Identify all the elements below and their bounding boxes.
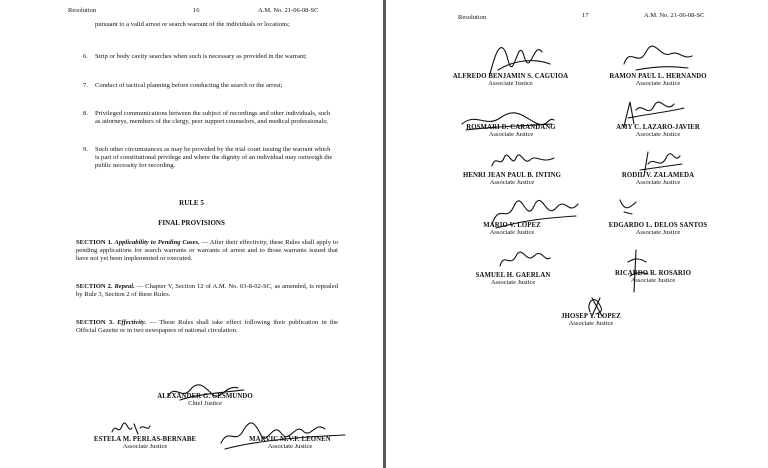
section-heading: Applicability to Pending Cases. — [114, 239, 200, 246]
signature-block — [458, 272, 568, 286]
signatory-name: EDGARDO L. DELOS SANTOS — [608, 222, 708, 229]
section-text: — Chapter V, Section 12 of A.M. No. 03-8-02-SC, as amended, is repealed by Rule 3, Section 2 of these Rules. — [76, 283, 338, 299]
signature-block — [536, 313, 646, 327]
list-item-text: Conduct of tactical planning before conducting the search or the arrest; — [95, 82, 283, 89]
page-number: 16 — [193, 7, 200, 14]
list-item-text: Such other circumstances as may be provided by the trial court issuing the warrant which is part of constitutional privilege and where the dignity of an individual may outweigh the public necessity for recording. — [95, 146, 333, 170]
signature-block — [80, 436, 210, 450]
signatory-title: Chief Justice — [188, 400, 222, 407]
section-text: — After their effectivity, these Rules shall apply to pending applications for search warrants or warrants of arrest and to those warrants issued that have not yet been implemented or executed. — [76, 239, 339, 263]
signatory-name: RODIL V. ZALAMEDA — [621, 172, 695, 179]
signature-block — [452, 172, 572, 186]
signature-image — [614, 196, 644, 218]
signatory-name: SAMUEL H. GAERLAN — [475, 272, 551, 279]
section-heading: Effectivity. — [117, 319, 147, 326]
header-label: Resolution — [458, 14, 487, 21]
list-item — [95, 21, 335, 29]
signatory-title: Associate Justice — [489, 229, 535, 236]
signatory-name: AMY C. LAZARO-JAVIER — [616, 124, 700, 131]
list-item-number: 8. — [83, 110, 88, 117]
signature-image — [494, 246, 554, 274]
list-item — [83, 82, 335, 90]
signatory-title: Associate Justice — [568, 320, 614, 327]
signatory-name: JHOSEP Y. LOPEZ — [561, 313, 621, 320]
rule-title: RULE 5 — [179, 199, 204, 207]
signatory-name: MARIO V. LOPEZ — [483, 222, 541, 229]
signatory-title: Associate Justice — [489, 179, 535, 186]
section-paragraph — [76, 319, 338, 335]
signatory-name: ALFREDO BENJAMIN S. CAGUIOA — [452, 73, 569, 80]
signatory-name: ESTELA M. PERLAS-BERNABE — [93, 436, 197, 443]
signatory-title: Associate Justice — [635, 179, 681, 186]
signature-block — [462, 222, 562, 236]
signatory-name: HENRI JEAN PAUL B. INTING — [462, 172, 562, 179]
signature-block — [225, 436, 355, 450]
signature-block — [140, 393, 270, 407]
list-item-number: 7. — [83, 82, 88, 89]
signature-block — [608, 172, 708, 186]
document-page-16 — [0, 0, 383, 468]
signature-block — [456, 124, 566, 138]
section-text: — These Rules shall take effect following their publication in the Official Gazette or in two newspapers of national circulation. — [76, 319, 339, 335]
section-paragraph — [76, 283, 338, 299]
section-label: SECTION 3. — [76, 319, 114, 326]
signatory-title: Associate Justice — [122, 443, 168, 450]
signatory-title: Associate Justice — [635, 80, 681, 87]
signature-block — [598, 270, 708, 284]
page-number: 17 — [582, 12, 589, 19]
signatory-title: Associate Justice — [488, 131, 534, 138]
list-item-text: Privileged communications between the subject of recordings and other individuals, such as attorneys, members of the clergy, peer support counselors, and medical professionals; — [95, 110, 331, 126]
signatory-title: Associate Justice — [630, 277, 676, 284]
section-heading: Repeal. — [114, 283, 135, 290]
docket-number: A.M. No. 21-06-08-SC — [258, 7, 319, 14]
signatory-title: Associate Justice — [635, 131, 681, 138]
list-item — [83, 53, 335, 61]
signatory-title: Associate Justice — [488, 80, 533, 87]
signatory-title: Associate Justice — [267, 443, 313, 450]
signatory-title: Associate Justice — [490, 279, 536, 286]
list-item-number: 6. — [83, 53, 88, 60]
docket-number: A.M. No. 21-06-08-SC — [644, 12, 705, 19]
list-item-text: Strip or body cavity searches when such is necessary as provided in the warrant; — [95, 53, 307, 60]
section-label: SECTION 2. — [76, 283, 113, 290]
signatory-name: ALEXANDER G. GESMUNDO — [157, 393, 253, 400]
signatory-name: RICARDO R. ROSARIO — [614, 270, 691, 277]
list-item-number: 9. — [83, 146, 88, 153]
signatory-name: RAMON PAUL L. HERNANDO — [609, 73, 707, 80]
signature-block — [598, 73, 718, 87]
list-item-text: pursuant to a valid arrest or search warrant of the individuals or locations; — [95, 21, 290, 28]
document-page-17 — [386, 0, 768, 468]
rule-subtitle: FINAL PROVISIONS — [158, 219, 225, 227]
section-label: SECTION 1. — [76, 239, 113, 246]
section-paragraph — [76, 239, 338, 264]
list-item — [83, 110, 335, 126]
list-item — [83, 146, 335, 171]
signatory-title: Associate Justice — [635, 229, 681, 236]
header-label: Resolution — [68, 7, 97, 14]
signatory-name: ROSMARI D. CARANDANG — [466, 124, 556, 131]
signature-image — [616, 38, 696, 74]
signature-block — [438, 73, 583, 87]
signature-block — [598, 222, 718, 236]
signatory-name: MARVIC M.V.F. LEONEN — [249, 436, 331, 443]
signature-block — [598, 124, 718, 138]
